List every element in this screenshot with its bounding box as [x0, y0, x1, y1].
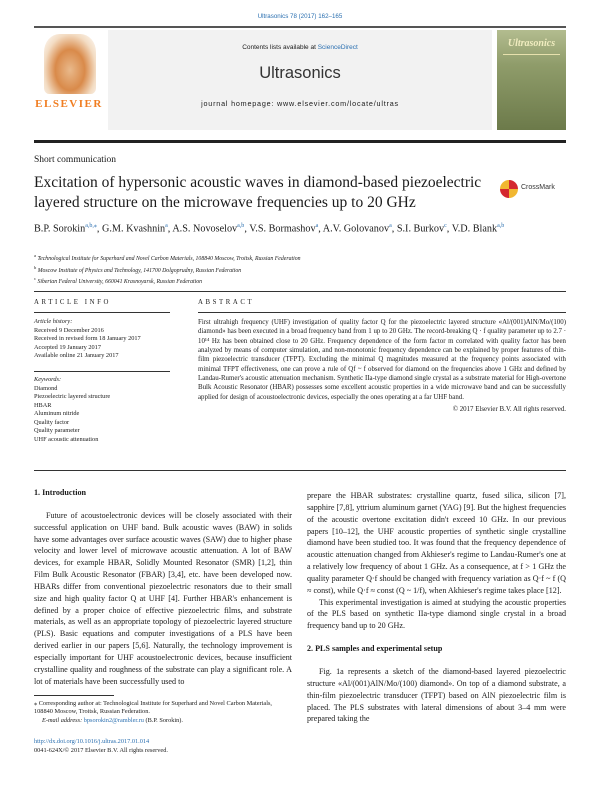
header-top-rule: [34, 26, 566, 28]
homepage-url[interactable]: www.elsevier.com/locate/ultras: [277, 99, 399, 108]
keyword: UHF acoustic attenuation: [34, 435, 99, 443]
abstract-rule: [198, 312, 566, 313]
publisher-logo[interactable]: [34, 30, 104, 130]
header-bottom-rule: [34, 140, 566, 143]
abstract: [198, 318, 566, 414]
abstract-heading: ABSTRACT: [198, 299, 255, 306]
journal-cover[interactable]: [497, 30, 566, 130]
article-info: [34, 318, 170, 444]
author-affiliation-marker[interactable]: a,b: [237, 223, 245, 229]
keywords-label: Keywords:: [34, 376, 62, 384]
footnote-text: Corresponding author at: Technological Institute for Superhard and Novel Carbon Materials, 108840 Moscow, Troitsk, Russian Federation.: [34, 700, 272, 716]
contents-line: [108, 44, 492, 51]
crossmark-label: CrossMark: [521, 184, 555, 191]
cover-title: Ultrasonics: [507, 38, 556, 49]
history-item: Accepted 19 January 2017: [34, 343, 101, 351]
keyword: Aluminum nitride: [34, 410, 80, 418]
issn-line: 0041-624X/© 2017 Elsevier B.V. All rights reserved.: [34, 746, 168, 754]
abstract-text: First ultrahigh frequency (UHF) investigation of quality factor Q for the piezoelectric layered structure «Al/(001)AlN/Mo/(100) diamond» has been executed in a broad frequency band from 1 up to 20 GHz. The record-breaking Q · f quality parameter up to 2.7 · 10¹⁴ Hz has been obtained close to 20 GHz. Frequency dependence of the form factor m correlated with quality factor has been analyzed by means of computer simulation, and non-monotonic frequency dependence can be explained by proper features of thin-film piezoelectric transducer (TFPT). Excluding the minimal Q magnitudes measured at the frequency points associated with minimal TFPT effectiveness, one can prove a rule of Qf ~ f observed for diamond on the frequencies above 1 GHz and defined by Landau-Rumer's acoustic attenuation mechanism. Synthetic IIa-type diamond single crystal as a substrate material for High-overtone Bulk Acoustic Resonator (HBAR) possesses some excellent acoustic properties in a wide microwave band and can be successfully applied for design of acoustoelectronic devices, especially the ones operating at a far UHF band.: [198, 319, 566, 401]
affiliation-c: $^c$ Siberian Federal University, 660041 Krasnoyarsk, Russian Federation: [34, 276, 203, 286]
author-affiliation-marker[interactable]: a: [389, 223, 392, 229]
history-item: Received 9 December 2016: [34, 326, 104, 334]
section-heading-pls: 2. PLS samples and experimental setup: [307, 644, 443, 654]
article-info-heading: ARTICLE INFO: [34, 299, 112, 306]
affiliations: [34, 252, 566, 287]
body-paragraph: prepare the HBAR substrates: crystalline quartz, fused silica, silicon [7], sapphire [7,8], yttrium aluminum garnet (YAG) [9]. But the highest frequencies of the acoustic overtone excitation didn't exceed 10 GHz. In our previous papers [10–12], the UHF acoustic properties of synthetic single crystalline diamond have been studied too. It was found that the frequency dependence of acoustic attenuation changed from Akhieser's regime to Landau-Rumer's one at a relatively low frequency of about 1 GHz. As a consequence, at f > 1 GHz the quality parameter Q·f should be changed with frequency variation as Q·f ~ f (Q ≈ const), while Q·f ≈ const (Q ~ 1/f), when Akhieser's regime takes place [12].: [307, 491, 566, 595]
keywords-rule: [34, 371, 170, 372]
keyword: Diamond: [34, 384, 58, 392]
affiliation-rule: [34, 291, 566, 292]
publisher-name: ELSEVIER: [35, 98, 103, 110]
doi-link[interactable]: http://dx.doi.org/10.1016/j.ultras.2017.01.014: [34, 738, 150, 745]
author-name: V.D. Blank: [451, 223, 498, 235]
abstract-copyright: © 2017 Elsevier B.V. All rights reserved.: [452, 406, 566, 414]
footnote: [34, 700, 292, 725]
crossmark-badge[interactable]: [500, 180, 568, 200]
body-paragraph: Fig. 1a represents a sketch of the diamond-based layered piezoelectric structure «Al/(001)AlN/Mo/(100) diamond». On top of a diamond substrate, a thin-film piezoelectric transducer (TFPT) based on AlN piezoelectric film is placed. The PLS substrates with lateral dimensions of about 3–4 mm were prepared taking the: [307, 666, 566, 724]
author-affiliation-marker[interactable]: a,b: [497, 223, 505, 229]
author-name: B.P. Sorokin: [34, 223, 86, 235]
footnote-mark: ⁎: [34, 700, 38, 707]
author-name: G.M. Kvashnin: [102, 223, 166, 235]
keyword: HBAR: [34, 401, 52, 409]
cover-rule: [503, 54, 560, 55]
contents-prefix: Contents lists available at: [242, 44, 318, 51]
history-item: Available online 21 January 2017: [34, 352, 119, 359]
body-right-column: [307, 490, 566, 725]
author-name: A.V. Golovanov: [322, 223, 390, 235]
elsevier-tree-icon: [44, 34, 96, 94]
author-affiliation-marker[interactable]: a: [165, 223, 168, 229]
author-name: V.S. Bormashov: [249, 223, 316, 235]
keyword: Piezoelectric layered structure: [34, 393, 111, 401]
email-suffix: (B.P. Sorokin).: [143, 716, 183, 724]
journal-homepage: [108, 99, 492, 108]
email-label: E-mail address:: [42, 716, 84, 724]
article-info-rule: [34, 312, 170, 313]
history-item: Received in revised form 18 January 2017: [34, 335, 141, 342]
journal-reference[interactable]: Ultrasonics 78 (2017) 162–165: [257, 13, 343, 20]
article-type: Short communication: [34, 155, 117, 165]
keyword: Quality parameter: [34, 427, 80, 435]
affiliation-a: $^a$ Technological Institute for Superhard and Novel Carbon Materials, 108840 Moscow, Troitsk, Russian Federation: [34, 253, 301, 262]
body-paragraph: Future of acoustoelectronic devices will be closely associated with their successful application on UHF band. Bulk acoustic waves (BAW) in solids have some advantages over surface acoustic waves (SAW) due to higher phase velocity and lower level of microwave acoustic attenuation. A lot of BAW devices, for example HBAR, Solidly Mounted Resonator (SMR) [1,2], thin Film Bulk Acoustic Resonator (FBAR) [3,4], etc. have been developed now. HBARs differ from conventional piezoelectric resonators due to their small size and high quality factor Q at UHF [4]. Further HBAR's enhancement is defined by a proper choice of effective piezoelectric films, and substrate materials, as well as an appropriate topology of piezoelectric layered structure (PLS). Basic equations and computer investigations of a PLS have been derived earlier in our papers [5,6]. Naturally, the technology improvement is especially important for UHF acoustoelectronic devices, because insufficient crystalline quality and roughness of the substrate can play a significant role. A lot of materials have been successfully used to: [34, 510, 292, 686]
sciencedirect-link[interactable]: ScienceDirect: [317, 44, 358, 51]
keyword: Quality factor: [34, 418, 70, 426]
article-title: Excitation of hypersonic acoustic waves in diamond-based piezoelectric layered structure on the microwave frequencies up to 20 GHz: [34, 174, 482, 211]
history-label: Article history:: [34, 318, 73, 325]
author-affiliation-marker[interactable]: a,b,⁎: [85, 223, 97, 229]
body-left-column: [34, 487, 292, 688]
footnote-rule: [34, 695, 114, 696]
author-affiliation-marker[interactable]: c: [444, 223, 447, 229]
abstract-end-rule: [34, 470, 566, 471]
homepage-prefix: journal homepage:: [201, 99, 278, 108]
author-affiliation-marker[interactable]: a: [315, 223, 319, 229]
crossmark-icon: [500, 180, 518, 198]
email-link[interactable]: bpsorokin2@rambler.ru: [83, 716, 144, 724]
author-name: S.I. Burkov: [396, 223, 445, 235]
affiliation-b: $^b$ Moscow Institute of Physics and Technology, 141700 Dolgoprudny, Russian Federation: [34, 264, 242, 274]
body-paragraph: This experimental investigation is aimed at studying the acoustic properties of the PLS based on synthetic IIa-type diamond single crystal in a broad frequency band up to 20 GHz.: [307, 597, 566, 631]
section-heading-introduction: 1. Introduction: [34, 488, 87, 497]
journal-name: Ultrasonics: [259, 64, 341, 82]
author-list: B.P. Sorokin$^{a,b,⁎}$, G.M. Kvashnin$^a$, A.S. Novoselov$^{a,b}$, V.S. Bormashov$^a$, A.V. Golovanov$^a$, S.I. Burkov$^c$, V.D. Blank$^{a,b}$: [34, 223, 505, 235]
doi-block: [34, 738, 292, 755]
author-name: A.S. Novoselov: [172, 223, 238, 235]
